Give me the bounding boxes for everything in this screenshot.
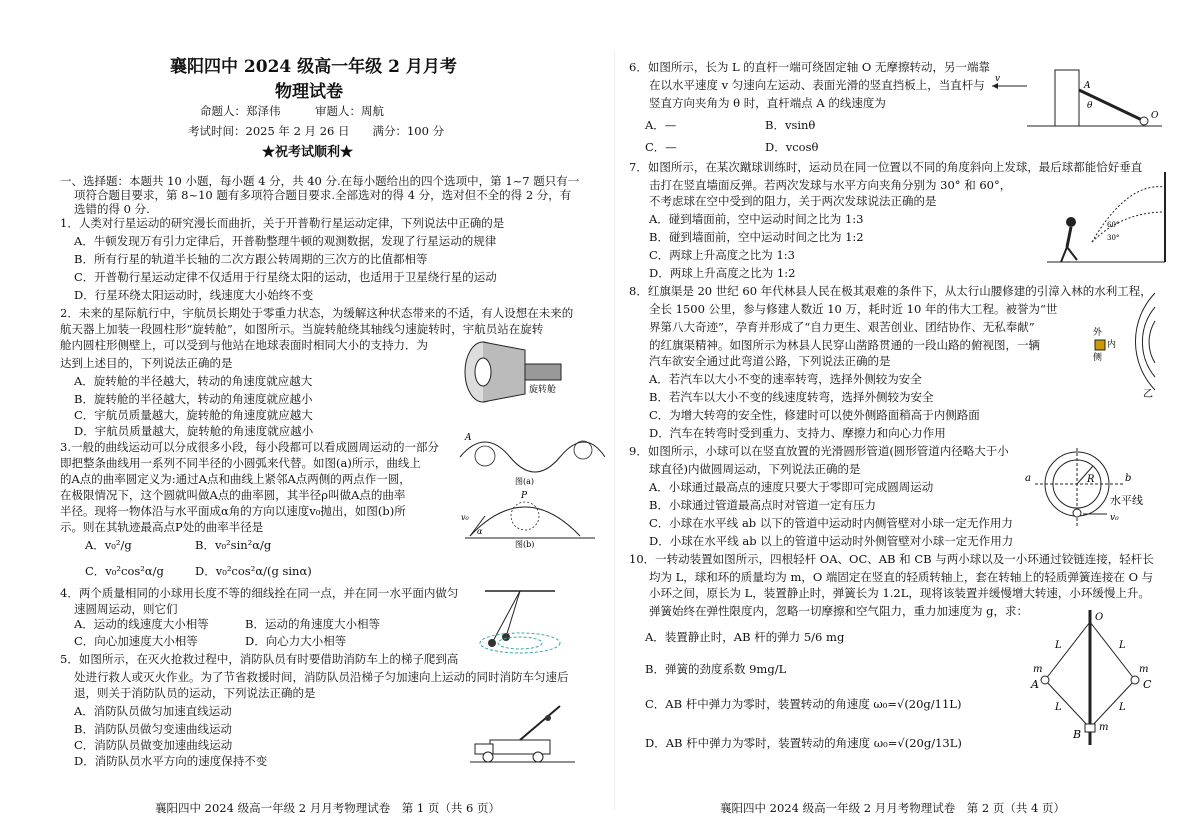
svg-text:O: O	[1095, 612, 1104, 623]
authors-line: 命题人：郑泽伟 审题人：周航	[200, 104, 384, 118]
question-line: C．开普勒行星运动定律不仅适用于行星绕太阳的运动，也适用于卫星绕行星的运动	[74, 270, 497, 284]
question-line: D．汽车在转弯时受到重力、支持力、摩擦力和向心力作用	[649, 426, 946, 440]
svg-text:v₀: v₀	[461, 513, 469, 522]
kick-ball-figure	[1047, 172, 1177, 267]
svg-text:a: a	[1025, 473, 1031, 484]
question-line: A．消防队员做匀加速直线运动	[74, 704, 232, 718]
question-line: 退，则关于消防队员的运动，下列说法正确的是	[74, 686, 316, 700]
svg-text:L: L	[1119, 702, 1126, 713]
question-line: A．碰到墙面前，空中运动时间之比为 1:3	[649, 212, 864, 226]
question-line: 弹簧始终在弹性限度内，忽略一切摩擦和空气阻力，重力加速度为 g，求：	[649, 604, 1029, 618]
question-line: 4．两个质量相同的小球用长度不等的细线拴在同一点，并在同一水平面内做匀	[60, 586, 459, 600]
svg-text:m: m	[1099, 722, 1109, 733]
svg-text:R: R	[1087, 474, 1095, 485]
question-line: 界第八大奇迹”，孕育并形成了“自力更生、艰苦创业、团结协作、无私奉献”	[649, 320, 1035, 334]
q3-option-a: A．v₀²/g	[85, 538, 132, 552]
question-line: 击打在竖直墙面反弹。若两次发球与水平方向夹角分别为 30° 和 60°，	[649, 178, 1012, 192]
question-line: 汽车欲安全通过此弯道公路，下列说法正确的是	[649, 354, 891, 368]
question-line: C．消防队员做变加速曲线运动	[74, 738, 233, 752]
question-line: B．消防队员做匀变速曲线运动	[74, 722, 232, 736]
question-line: 6．如图所示，长为 L 的直杆一端可绕固定轴 O 无摩擦转动，另一端靠	[629, 60, 990, 74]
svg-text:B: B	[1073, 728, 1082, 741]
svg-text:L: L	[1119, 640, 1126, 651]
fig-a-caption: 图(a)	[515, 477, 535, 486]
question-line: 10．一转动装置如图所示，四根轻杆 OA、OC、AB 和 CB 与两小球以及一小环通过铰链连接，轻杆长	[629, 552, 1154, 566]
question-line: B．所有行星的轨道半长轴的二次方跟公转周期的三次方的比值都相等	[74, 252, 428, 266]
question-line: C．小球在水平线 ab 以下的管道中运动时内侧管壁对小球一定无作用力	[649, 516, 1013, 530]
svg-text:θ: θ	[1087, 101, 1093, 111]
svg-text:α: α	[477, 527, 483, 536]
question-line: 不考虑球在空中受到的阻力，关于两次发球说法正确的是	[649, 194, 937, 208]
svg-text:C: C	[1143, 678, 1152, 691]
question-line: 舱内圆柱形侧壁上，可以受到与他站在地球表面时相同大小的支持力．为	[60, 338, 428, 352]
fire-truck-figure	[470, 700, 575, 765]
exam-title: 襄阳四中 2024 级高一年级 2 月月考	[170, 57, 457, 77]
svg-text:侧: 侧	[1093, 353, 1103, 363]
svg-text:O: O	[1151, 111, 1159, 121]
exam-subtitle: 物理试卷	[275, 82, 343, 102]
question-line: 在以水平速度 v 匀速向左运动、表面光滑的竖直挡板上，当直杆与	[649, 78, 985, 92]
question-line: A．牛顿发现万有引力定律后，开普勒整理牛顿的观测数据，发现了行星运动的规律	[74, 234, 497, 248]
q6-option-b: B．vsinθ	[765, 118, 816, 132]
question-line: 7．如图所示，在某次蹴球训练时，运动员在同一位置以不同的角度斜向上发球，最后球都能恰好垂直	[629, 160, 1143, 174]
rotating-rods-figure	[1015, 610, 1175, 745]
fig-b-caption: 图(b)	[515, 540, 535, 548]
svg-text:P: P	[521, 491, 528, 501]
question-line: 半径。现将一物体沿与水平面成α角的方向以速度v₀抛出，如图(b)所	[60, 504, 406, 518]
question-line: 小环之间，原长为 L，装置静止时，弹簧长为 1.2L，现将该装置并缓慢增大转速，小环缓慢上升。	[649, 586, 1150, 600]
q10-option-a: A．装置静止时，AB 杆的弹力 5/6 mg	[645, 630, 845, 644]
conical-pendulum-figure	[470, 585, 570, 665]
blessing: ★祝考试顺利★	[262, 145, 354, 160]
svg-text:30°: 30°	[1107, 234, 1120, 242]
exam-time-line: 考试时间：2025 年 2 月 26 日 满分：100 分	[188, 124, 445, 138]
question-line: 在极限情况下，这个圆就叫做A点的曲率圆，其半径ρ叫做A点的曲率	[60, 488, 406, 502]
question-line: A．小球通过最高点的速度只要大于零即可完成圆周运动	[649, 480, 934, 494]
question-line: C．宇航员质量越大，旋转舱的角速度就应越大	[74, 408, 313, 422]
svg-text:v: v	[995, 74, 1001, 84]
svg-text:m: m	[1139, 664, 1149, 675]
q6-option-c: C．—	[645, 140, 677, 154]
curvature-figure-a	[455, 432, 605, 487]
svg-text:L: L	[1055, 702, 1062, 713]
question-line: 竖直方向夹角为 θ 时，直杆端点 A 的线速度为	[649, 96, 886, 110]
question-line: 选错的得 0 分.	[74, 202, 150, 216]
question-line: 均为 L，球和环的质量均为 m，O 端固定在竖直的轻质转轴上，套在转轴上的轻质弹簧连接在 O 与	[649, 570, 1154, 584]
question-line: 示。则在其轨迹最高点P处的曲率半径是	[60, 520, 264, 534]
question-line: 航天器上加装一段圆柱形“旋转舱”，如图所示。当旋转舱绕其轴线匀速旋转时，宇航员站在旋转	[60, 322, 544, 336]
question-line: C．为增大转弯的安全性，修建时可以使外侧路面稍高于内侧路面	[649, 408, 980, 422]
svg-text:v₀: v₀	[1110, 513, 1119, 523]
question-line: 的A点的曲率圆定义为:通过A点和曲线上紧邻A点两侧的两点作一圆，	[60, 472, 411, 486]
question-line: B．旋转舱的半径越大，转动的角速度就应越小	[74, 392, 313, 406]
curved-road-figure	[1065, 285, 1165, 400]
question-line: B．若汽车以大小不变的线速度转弯，选择外侧较为安全	[649, 390, 934, 404]
q4-option-a: A．运动的线速度大小相等	[74, 617, 209, 631]
q4-option-c: C．向心加速度大小相等	[74, 634, 198, 648]
question-line: 处进行救人或灭火作业。为了节省救援时间，消防队员沿梯子匀加速向上运动的同时消防车匀速后	[74, 670, 569, 684]
question-line: D．宇航员质量越大，旋转舱的角速度就应越小	[74, 424, 314, 438]
question-line: 1．人类对行星运动的研究漫长而曲折，关于开普勒行星运动定律，下列说法中正确的是	[60, 216, 505, 230]
q3-option-d: D．v₀²cos²α/(g sinα)	[195, 564, 312, 578]
q10-option-b: B．弹簧的劲度系数 9mg/L	[645, 662, 787, 676]
q6-option-a: A．—	[645, 118, 677, 132]
question-line: 速圆周运动，则它们	[74, 602, 178, 616]
question-line: B．碰到墙面前，空中运动时间之比为 1:2	[649, 230, 864, 244]
svg-text:水平线: 水平线	[1110, 494, 1143, 507]
question-line: D．消防队员水平方向的速度保持不变	[74, 754, 268, 768]
q4-option-d: D．向心力大小相等	[245, 634, 347, 648]
question-line: 5．如图所示，在灭火抢救过程中，消防队员有时要借助消防车上的梯子爬到高	[60, 652, 459, 666]
q10-option-d: D．AB 杆中弹力为零时，装置转动的角速度 ω₀=√(20g/13L)	[645, 736, 962, 750]
rod-wall-figure	[987, 68, 1167, 133]
question-line: 的红旗渠精神。如图所示为林县人民穿山凿路贯通的一段山路的俯视图，一辆	[649, 338, 1040, 352]
q6-option-d: D．vcosθ	[765, 140, 819, 154]
svg-text:A: A	[1084, 81, 1091, 91]
question-line: A．旋转舱的半径越大，转动的角速度就应越大	[74, 374, 313, 388]
svg-text:60°: 60°	[1107, 221, 1120, 229]
question-line: 8．红旗渠是 20 世纪 60 年代林县人民在极其艰难的条件下，从太行山腰修建的引漳入林的水利工程，	[629, 284, 1152, 298]
svg-text:内: 内	[1107, 340, 1117, 350]
footer-right: 襄阳四中 2024 级高一年级 2 月月考物理试卷 第 2 页（共 4 页）	[720, 801, 1065, 815]
q4-option-b: B．运动的角速度大小相等	[245, 617, 380, 631]
svg-text:外: 外	[1093, 328, 1103, 338]
question-line: 3.一般的曲线运动可以分成很多小段，每小段都可以看成圆周运动的一部分	[60, 440, 439, 454]
footer-left: 襄阳四中 2024 级高一年级 2 月月考物理试卷 第 1 页（共 6 页）	[155, 801, 500, 815]
question-line: 项符合题目要求，第 8~10 题有多项符合题目要求.全部选对的得 4 分，选对但不全的得 2 分，有	[74, 188, 572, 202]
question-line: 即把整条曲线用一系列不同半径的小圆弧来代替。如图(a)所示，曲线上	[60, 456, 421, 470]
q10-option-c: C．AB 杆中弹力为零时，装置转动的角速度 ω₀=√(20g/11L)	[645, 697, 962, 711]
right-column	[615, 0, 1200, 830]
question-line: 一、选择题：本题共 10 小题，每小题 4 分，共 40 分.在每小题给出的四个选项中，第 1~7 题只有一	[60, 174, 580, 188]
projectile-figure-b	[455, 488, 605, 548]
svg-text:A: A	[465, 433, 472, 443]
svg-text:L: L	[1055, 640, 1062, 651]
svg-text:m: m	[1033, 664, 1043, 675]
question-line: B．小球通过管道最高点时对管道一定有压力	[649, 498, 876, 512]
q3-option-b: B．v₀²sin²α/g	[195, 538, 272, 552]
question-line: D．两球上升高度之比为 1:2	[649, 266, 796, 280]
question-line: 达到上述目的，下列说法正确的是	[60, 356, 233, 370]
question-line: C．两球上升高度之比为 1:3	[649, 248, 795, 262]
question-line: 球直径)内做圆周运动，下列说法正确的是	[649, 462, 861, 476]
cabin-label: 旋转舱	[529, 385, 557, 395]
svg-text:b: b	[1125, 473, 1132, 484]
question-line: D．行星环绕太阳运动时，线速度大小始终不变	[74, 288, 314, 302]
question-line: 9．如图所示，小球可以在竖直放置的光滑圆形管道(圆形管道内径略大于小	[629, 444, 1009, 458]
svg-text:A: A	[1031, 678, 1039, 691]
q3-option-c: C．v₀²cos²α/g	[85, 564, 164, 578]
question-line: D．小球在水平线 ab 以上的管道中运动时外侧管壁对小球一定无作用力	[649, 534, 1014, 548]
question-line: A．若汽车以大小不变的速率转弯，选择外侧较为安全	[649, 372, 922, 386]
svg-text:乙: 乙	[1143, 389, 1153, 400]
question-line: 全长 1500 公里，参与修建人数近 10 万，耗时近 10 年的伟大工程。被誉为“世	[649, 302, 1058, 316]
circular-tube-figure	[1015, 448, 1165, 528]
question-line: 2．未来的星际航行中，宇航员长期处于零重力状态，为缓解这种状态带来的不适，有人设想在未来的	[60, 306, 574, 320]
rotating-cabin-figure	[455, 330, 575, 410]
